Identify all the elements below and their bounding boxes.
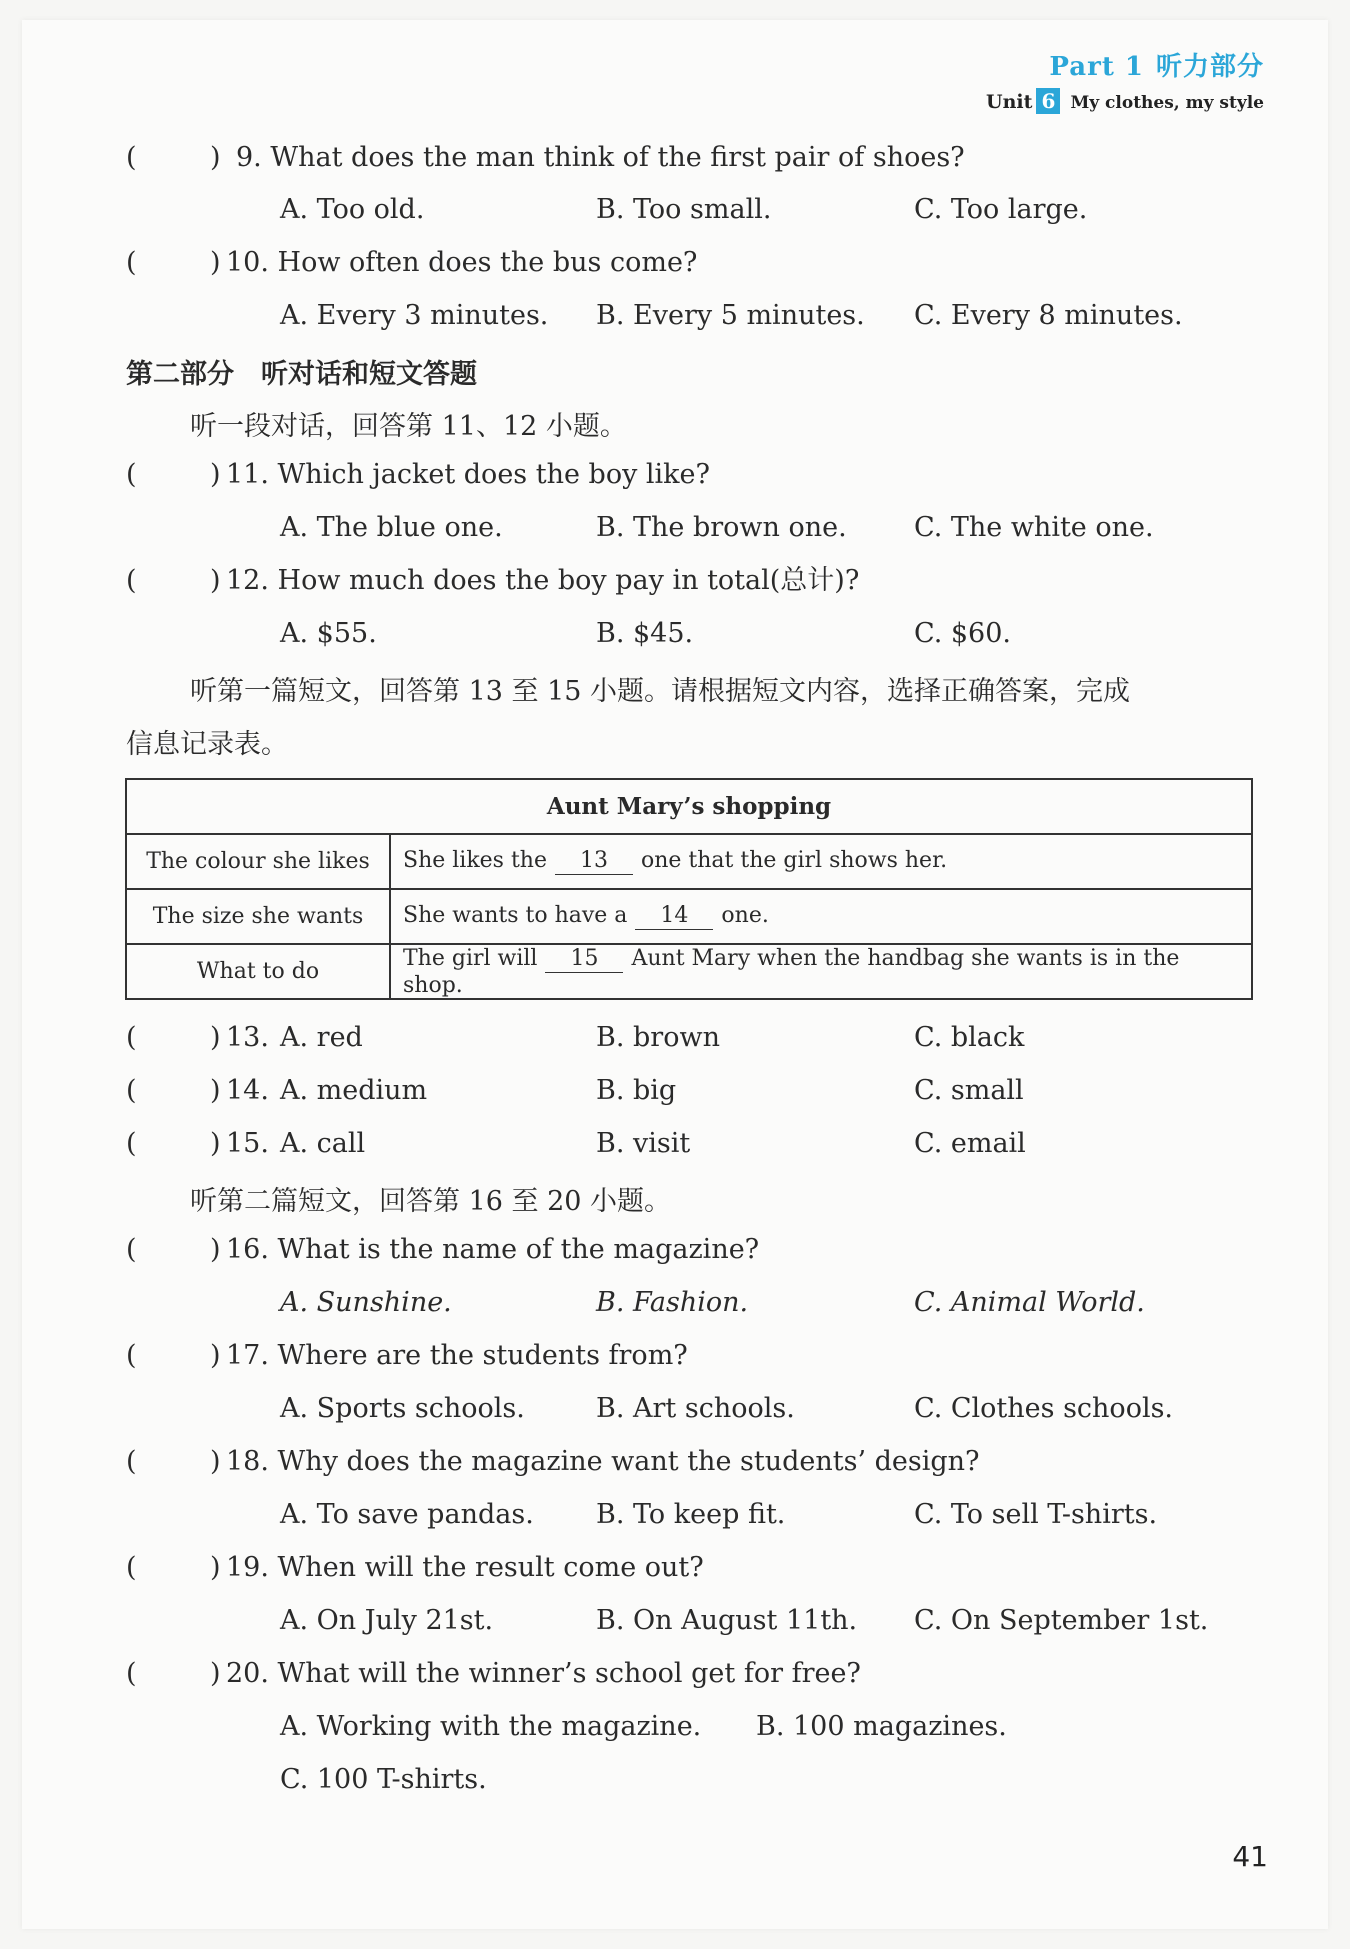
section-title: 第二部分 听对话和短文答题 [126, 359, 477, 390]
question-number: 13. [226, 1022, 269, 1053]
part-number: Part 1 [1049, 52, 1144, 82]
info-record-table [125, 778, 1253, 1000]
question-number: 20. [226, 1658, 269, 1689]
answer-bracket-open[interactable]: ( [126, 142, 137, 173]
question-text [226, 457, 710, 493]
question-number: 11. [226, 459, 269, 490]
question-stem: What will the winner’s school get for free? [277, 1658, 861, 1689]
answer-bracket-open[interactable]: ( [126, 1552, 137, 1583]
option-a: A. call [280, 1128, 366, 1159]
table-row-content [390, 944, 1252, 999]
option-a: A. Too old. [280, 194, 425, 225]
instruction-passage-2: 听第二篇短文，回答第 16 至 20 小题。 [190, 1186, 672, 1217]
unit-word: Unit [986, 91, 1033, 113]
blank-15[interactable]: 15 [545, 946, 623, 973]
page-header [0, 0, 1350, 130]
option-c: C. small [914, 1075, 1024, 1106]
option-c: C. $60. [914, 618, 1011, 649]
instruction-passage-1-cont: 信息记录表。 [126, 729, 288, 760]
question-text [226, 563, 859, 599]
option-a: A. Working with the magazine. [280, 1711, 702, 1742]
question-number: 14. [226, 1075, 269, 1106]
unit-label [986, 88, 1264, 114]
option-c: C. The white one. [914, 512, 1154, 543]
answer-bracket-close: ) [210, 1552, 221, 1583]
answer-bracket-close: ) [210, 247, 221, 278]
part-title-cn: 听力部分 [1155, 52, 1264, 82]
option-a: A. red [280, 1022, 363, 1053]
option-a: A. $55. [280, 618, 377, 649]
question-number: 10. [226, 247, 269, 278]
option-b: B. The brown one. [596, 512, 847, 543]
page-number: 41 [1232, 1840, 1268, 1873]
question-number: 17. [226, 1340, 269, 1371]
question-stem: How much does the boy pay in total(总计)? [277, 565, 860, 596]
row-text-pre: She wants to have a [403, 903, 628, 928]
instruction-dialogue: 听一段对话，回答第 11、12 小题。 [190, 411, 627, 442]
question-text [226, 245, 697, 281]
answer-bracket-close: ) [210, 1075, 221, 1106]
answer-bracket-close: ) [210, 1658, 221, 1689]
question-number: 19. [226, 1552, 269, 1583]
question-number: 9. [236, 142, 262, 173]
table-title: Aunt Mary’s shopping [126, 779, 1252, 834]
table-row [126, 944, 1252, 999]
option-a: A. To save pandas. [280, 1499, 534, 1530]
answer-bracket-open[interactable]: ( [126, 1340, 137, 1371]
question-stem: What is the name of the magazine? [277, 1234, 760, 1265]
option-c: C. Too large. [914, 194, 1088, 225]
answer-bracket-open[interactable]: ( [126, 1075, 137, 1106]
question-number: 16. [226, 1234, 269, 1265]
question-stem: Why does the magazine want the students’ design? [277, 1446, 980, 1477]
option-b: B. 100 magazines. [756, 1711, 1007, 1742]
option-c: C. 100 T-shirts. [280, 1764, 487, 1795]
unit-title: My clothes, my style [1070, 93, 1264, 113]
question-text [226, 1338, 688, 1374]
option-c: C. Animal World. [914, 1287, 1145, 1318]
question-number: 15. [226, 1128, 269, 1159]
answer-bracket-open[interactable]: ( [126, 1022, 137, 1053]
instruction-passage-1: 听第一篇短文，回答第 13 至 15 小题。请根据短文内容，选择正确答案，完成 [190, 676, 1131, 707]
question-stem: What does the man think of the first pair of shoes? [270, 142, 965, 173]
question-number: 18. [226, 1446, 269, 1477]
option-c: C. Clothes schools. [914, 1393, 1174, 1424]
answer-bracket-open[interactable]: ( [126, 1446, 137, 1477]
table-row-label: What to do [126, 944, 390, 999]
option-c: C. On September 1st. [914, 1605, 1209, 1636]
row-text-pre: She likes the [403, 848, 547, 873]
question-text [226, 1656, 861, 1692]
answer-bracket-close: ) [210, 142, 221, 173]
answer-bracket-close: ) [210, 1234, 221, 1265]
answer-bracket-close: ) [210, 1128, 221, 1159]
table-row [126, 834, 1252, 889]
option-a: A. Sports schools. [280, 1393, 525, 1424]
answer-bracket-close: ) [210, 565, 221, 596]
table-row [126, 889, 1252, 944]
answer-bracket-open[interactable]: ( [126, 1658, 137, 1689]
answer-bracket-open[interactable]: ( [126, 1128, 137, 1159]
answer-bracket-open[interactable]: ( [126, 565, 137, 596]
part-label [1049, 46, 1264, 83]
answer-bracket-close: ) [210, 1340, 221, 1371]
answer-bracket-close: ) [210, 1022, 221, 1053]
option-b: B. big [596, 1075, 677, 1106]
option-b: B. visit [596, 1128, 691, 1159]
answer-bracket-close: ) [210, 459, 221, 490]
table-row-content [390, 834, 1252, 889]
option-b: B. $45. [596, 618, 694, 649]
option-c: C. To sell T-shirts. [914, 1499, 1158, 1530]
question-text [226, 1550, 704, 1586]
question-stem: Where are the students from? [277, 1340, 688, 1371]
question-number: 12. [226, 565, 269, 596]
blank-14[interactable]: 14 [635, 903, 713, 930]
row-text-post: Aunt Mary when the handbag she wants is in the shop. [403, 945, 1180, 998]
unit-number-badge: 6 [1036, 88, 1060, 114]
question-stem: How often does the bus come? [277, 247, 698, 278]
row-text-post: one that the girl shows her. [641, 848, 948, 873]
question-text [226, 1444, 980, 1480]
option-b: B. Fashion. [596, 1287, 749, 1318]
question-text [226, 1232, 759, 1268]
table-row-label: The size she wants [126, 889, 390, 944]
option-a: A. Every 3 minutes. [280, 300, 549, 331]
blank-13[interactable]: 13 [555, 848, 633, 875]
answer-bracket-open[interactable]: ( [126, 247, 137, 278]
answer-bracket-open[interactable]: ( [126, 1234, 137, 1265]
option-a: A. On July 21st. [280, 1605, 494, 1636]
option-c: C. email [914, 1128, 1026, 1159]
option-b: B. brown [596, 1022, 720, 1053]
option-a: A. medium [280, 1075, 428, 1106]
question-text [236, 140, 965, 176]
question-stem: When will the result come out? [277, 1552, 704, 1583]
option-a: A. Sunshine. [280, 1287, 452, 1318]
row-text-pre: The girl will [403, 945, 538, 971]
option-b: B. Art schools. [596, 1393, 795, 1424]
table-row-label: The colour she likes [126, 834, 390, 889]
table-header-row [126, 779, 1252, 834]
answer-bracket-close: ) [210, 1446, 221, 1477]
option-b: B. To keep fit. [596, 1499, 786, 1530]
answer-bracket-open[interactable]: ( [126, 459, 137, 490]
option-b: B. Too small. [596, 194, 772, 225]
question-stem: Which jacket does the boy like? [277, 459, 710, 490]
row-text-post: one. [721, 903, 769, 928]
option-c: C. Every 8 minutes. [914, 300, 1183, 331]
option-c: C. black [914, 1022, 1025, 1053]
option-b: B. On August 11th. [596, 1605, 858, 1636]
table-row-content [390, 889, 1252, 944]
option-b: B. Every 5 minutes. [596, 300, 865, 331]
option-a: A. The blue one. [280, 512, 503, 543]
